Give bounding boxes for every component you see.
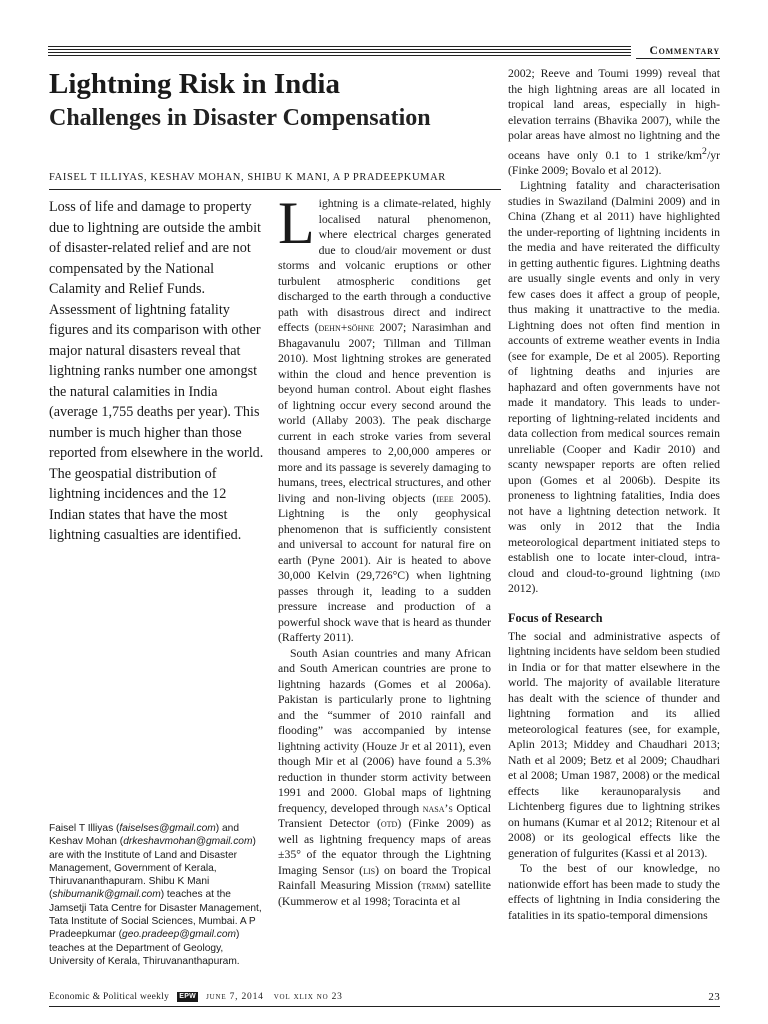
citation-acronym: dehn+söhne [318, 321, 375, 334]
section-label-underline [636, 58, 720, 59]
body-text: Optical Transient Detector ( [278, 801, 491, 830]
body-column-1 [278, 190, 491, 909]
issue-date: june 7, 2014 [206, 992, 264, 1002]
body-text: 2007; Narasimhan and Bhagavanulu 2007; Tillman and Tillman 2010). Most lightning strokes are generated within the cloud and hence prevention is beyond human control. About eight flashes of lightning occur every second around the world (Allaby 2003). The peak discharge current in each stroke varies from several thousand amperes to 2,00,000 amperes or more and its passage is severely damaging to humans, trees, electrical structures, and other living and non-living objects ( [278, 321, 491, 505]
body-text: South Asian countries and many African and South American countries are prone to lightning hazards (Gomes et al 2006a). Pakistan is particularly prone to lightning and the “summer of 2010 rainfall and flooding” was accompanied by intense lightning activity (Houze Jr et al 2011), even though Mir et al (2006) have found a 5.3% reduction in thunder storm activity between 1991 and 2000. Global maps of lightning frequency, developed through [278, 646, 491, 815]
author-email[interactable]: drkeshavmohan@gmail.com [123, 836, 253, 848]
body-text: 2012). [508, 582, 539, 596]
author-email[interactable]: faiselses@gmail.com [119, 823, 216, 834]
issue-volume: vol xlix no 23 [273, 992, 343, 1002]
acronym: lis [363, 863, 376, 877]
author-email[interactable]: shibumanik@gmail.com [52, 889, 161, 901]
body-paragraph [278, 646, 491, 910]
body-paragraph: The social and administrative aspects of lightning incidents have seldom been studied in India or for that matter elsewhere in the world. The majority of available literature has dealt with the science of thunder and lightning formation and its allied meteorological features (see, for example, Aplin 2013; Middey and Chaudhari 2013; Nath et al 2009; Betz et al 2009; Chaudhari et al 2008; Uman 1987, 2008) or the medical effects like keraunoparalysis and Lichtenberg figures due to lightning strikes on humans (Kumar et al 2012; Ritenour et al 2008) or its geological effects like the generation of fulgurites (Kassi et al 2013). [508, 629, 720, 860]
body-paragraph [278, 190, 491, 646]
acronym: otd [380, 817, 398, 830]
affiliation-text: ) teaches at the Department of Geology, University of Kerala, Thiruvananthapuram. [49, 929, 240, 967]
body-text: ightning is a climate-related, highly localised natural phenomenon, where electrical charges generated due to cloud/air movement or dust storms and volcanic eruptions or other turbulent atmospheric conditions get discharged to the earth through a conductive path with disastrous direct and indirect effects ( [278, 197, 491, 334]
drop-cap: L [278, 190, 315, 256]
body-text: Lightning fatality and characterisation studies in Swaziland (Dalmini 2009) and in China (Zhang et al 2011) have highlighted the under-reporting of lightning incidents in the media and have reiterated the difficulty in getting authentic figures. Lightning deaths are usually single events and only in very few cases does it affect a group of people, thus making it unattractive to the media. Lightning does not often find mention in accounts of extreme weather events in India (see for example, De et al 2005). Reporting of lightning deaths and injuries are haphazard and often governments have not made it mandatory. This leads to under-reporting of lightning-related incidents and data collection from medical sources remain unreliable (Cooper and Kadir 2010) and scanty newspaper reports are often relied upon (Gomes et al 2006b). Despite its proneness to lightning fatalities, India does not have a lightning detection network. It was only in 2012 that the India meteorological department initiated steps to establish one to locate inter-cloud, intra-cloud and cloud-to-ground lightning ( [508, 179, 720, 580]
acronym: imd [704, 566, 720, 580]
body-text: 2002; Reeve and Toumi 1999) reveal that the high lightning areas are all located in tropical land areas, especially in high-elevation terrains (Bhavika 2007), while the polar areas have almost no lightning and the oceans have only 0.1 to 1 strike/km [508, 67, 720, 162]
author-rule [49, 189, 501, 190]
body-text: /yr (Finke 2009; Bovalo et al 2012). [508, 148, 720, 177]
body-text: ) (Finke 2009) as well as lightning frequency maps of areas ±35° of the equator through the Lightning Imaging Sensor ( [278, 817, 491, 877]
body-column-2 [508, 66, 720, 923]
page-footer [49, 990, 720, 1004]
section-label: Commentary [649, 45, 720, 57]
author-line: FAISEL T ILLIYAS, KESHAV MOHAN, SHIBU K MANI, A P PRADEEPKUMAR [49, 172, 446, 183]
body-text: 2005). Lightning is the only geophysical phenomenon that is sufficiently consistent and universal to account for natural fire on earth (Pyne 2001). Air is heated to above 30,000 Kelvin (29,726°C) when lightning passes through it, leading to a sudden pressure increase and production of a powerful shock wave that is heard as thunder (Rafferty 2011). [278, 491, 491, 644]
affiliation-text: Faisel T Illiyas ( [49, 823, 120, 834]
article-title: Lightning Risk in India [49, 68, 340, 100]
superscript: 2 [702, 145, 707, 157]
epw-logo: EPW [179, 993, 197, 1000]
affiliation-text: ) are with the Institute of Land and Disaster Management, Government of Kerala, Thiruvananthapuram. Shibu K Mani ( [49, 836, 256, 901]
body-text: ) on board the Tropical Rainfall Measuring Mission ( [278, 863, 491, 892]
acronym: trmm [421, 879, 446, 892]
affiliation-text: ) teaches at the Jamsetji Tata Centre for Disaster Management, Tata Institute of Social Sciences, Mumbai. A P Pradeepkumar ( [49, 889, 262, 941]
abstract: Loss of life and damage to property due to lightning are outside the ambit of disaster-related relief and are not compensated by the National Calamity and Relief Funds. Assessment of lightning fatality figures and its comparison with other major natural disasters reveal that lightning ranks number one amongst the natural calamities in India (average 1,755 deaths per year). This number is much higher than those reported from elsewhere in the world. The geospatial distribution of lightning incidences and the 12 Indian states that have the most lightning casualties are identified. [49, 199, 264, 543]
body-text: ) satellite (Kummerow et al 1998; Toracinta et al [278, 879, 491, 908]
section-heading: Focus of Research [508, 610, 603, 625]
article-subtitle: Challenges in Disaster Compensation [49, 105, 431, 131]
body-paragraph: To the best of our knowledge, no nationwide effort has been made to study the effects of lightning in India considering the fatalities in its spatio-temporal dimensions [508, 862, 720, 922]
acronym: nasa’s [422, 801, 453, 815]
affiliation-text: ) and Keshav Mohan ( [49, 823, 240, 848]
author-email[interactable]: geo.pradeep@gmail.com [122, 929, 237, 941]
journal-name: Economic & Political weekly [49, 992, 170, 1002]
body-paragraph [508, 66, 720, 178]
page-number: 23 [708, 991, 720, 1003]
author-affiliations [49, 822, 269, 968]
body-paragraph [508, 178, 720, 597]
header-rule [48, 46, 631, 56]
footer-rule [49, 1006, 720, 1007]
citation-acronym: ieee [436, 491, 454, 505]
